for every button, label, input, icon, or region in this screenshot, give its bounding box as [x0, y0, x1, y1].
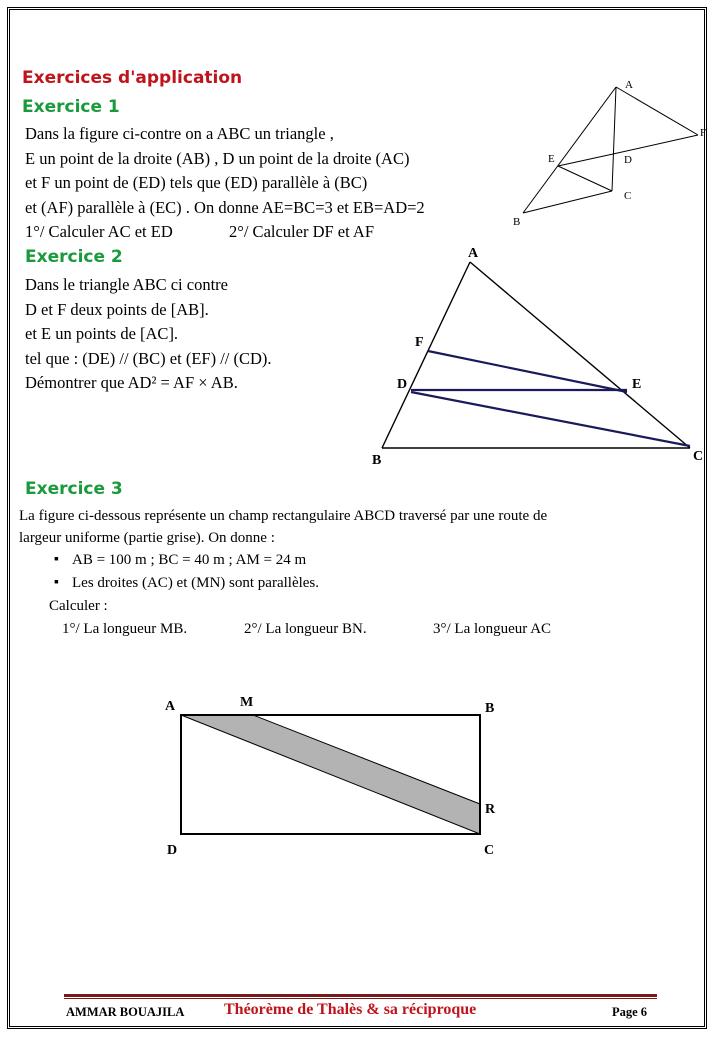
road-gray-area — [181, 715, 480, 834]
exercise-1-question-1: 1°/ Calculer AC et ED — [25, 222, 173, 241]
exercise-3-calculate: Calculer : — [49, 598, 108, 614]
exercise-1-line: et F un point de (ED) tels que (ED) parallèle à (BC) — [25, 173, 368, 192]
exercise-3-given-2: ▪ Les droites (AC) et (MN) sont parallèles. — [72, 572, 319, 595]
exercise-2-line: D et F deux points de [AB]. — [25, 299, 209, 319]
page-heading: Exercices d'application — [22, 68, 243, 88]
exercise-1-line: Dans la figure ci-contre on a ABC un triangle , — [25, 124, 334, 143]
exercise-2-line: Démontrer que AD² = AF × AB. — [25, 373, 238, 392]
line-ab — [382, 262, 470, 448]
exercise-3-figure — [155, 688, 515, 868]
footer-page-number: Page 6 — [612, 1005, 648, 1019]
label-d: D — [397, 377, 408, 392]
exercise-3-question-2: 2°/ La longueur BN. — [244, 621, 367, 637]
exercise-1-title: Exercice 1 — [22, 97, 120, 117]
line-ed — [558, 154, 613, 166]
footer-rule-thick — [64, 994, 657, 997]
label-d: D — [624, 154, 632, 166]
exercise-1-question-2: 2°/ Calculer DF et AF — [229, 222, 375, 241]
label-d: D — [167, 843, 178, 858]
line-dc — [411, 392, 690, 446]
exercise-1-statement — [25, 122, 425, 220]
exercise-3-intro-line-2: largeur uniforme (partie grise). On donne : — [19, 530, 275, 546]
label-b: B — [513, 216, 521, 228]
line-af — [616, 87, 698, 135]
label-b: B — [485, 701, 495, 716]
label-f: F — [700, 127, 707, 139]
footer-rule-thin — [64, 998, 657, 999]
label-a: A — [625, 79, 633, 91]
label-e: E — [632, 377, 642, 392]
label-f: F — [415, 335, 424, 350]
footer-author: AMMAR BOUAJILA — [66, 1005, 185, 1019]
label-r: R — [485, 802, 496, 817]
line-fe — [428, 351, 627, 392]
label-a: A — [468, 246, 479, 261]
label-e: E — [548, 153, 555, 165]
label-m: M — [240, 695, 254, 710]
exercise-2-line: Dans le triangle ABC ci contre — [25, 275, 228, 294]
exercise-3-question-3: 3°/ La longueur AC — [433, 621, 552, 637]
label-c: C — [624, 190, 632, 202]
line-ab — [523, 87, 616, 213]
exercise-3-intro-line-1: La figure ci-dessous représente un champ rectangulaire ABCD traversé par une route de — [19, 508, 548, 524]
label-c: C — [693, 449, 704, 464]
exercise-1-figure — [505, 70, 715, 230]
exercise-1-line: et (AF) parallèle à (EC) . On donne AE=BC=3 et EB=AD=2 — [25, 197, 425, 217]
exercise-3-title: Exercice 3 — [25, 479, 123, 499]
line-ac — [612, 87, 616, 191]
line-ec — [558, 166, 612, 191]
exercise-2-figure — [360, 240, 710, 470]
exercise-2-line: et E un points de [AC]. — [25, 324, 179, 343]
exercise-1-line: E un point de la droite (AB) , D un point de la droite (AC) — [25, 148, 410, 168]
label-c: C — [484, 843, 495, 858]
exercise-2-line: tel que : (DE) // (BC) et (EF) // (CD). — [25, 348, 272, 368]
footer-title: Théorème de Thalès & sa réciproque — [224, 1001, 477, 1018]
exercise-2-title: Exercice 2 — [25, 247, 123, 267]
exercise-3-given-1: ▪ AB = 100 m ; BC = 40 m ; AM = 24 m — [72, 549, 306, 572]
exercise-3-question-1: 1°/ La longueur MB. — [62, 621, 188, 637]
line-ac — [470, 262, 690, 448]
label-b: B — [372, 453, 382, 468]
exercise-2-statement — [25, 273, 272, 396]
line-df — [613, 135, 698, 154]
label-a: A — [165, 699, 176, 714]
